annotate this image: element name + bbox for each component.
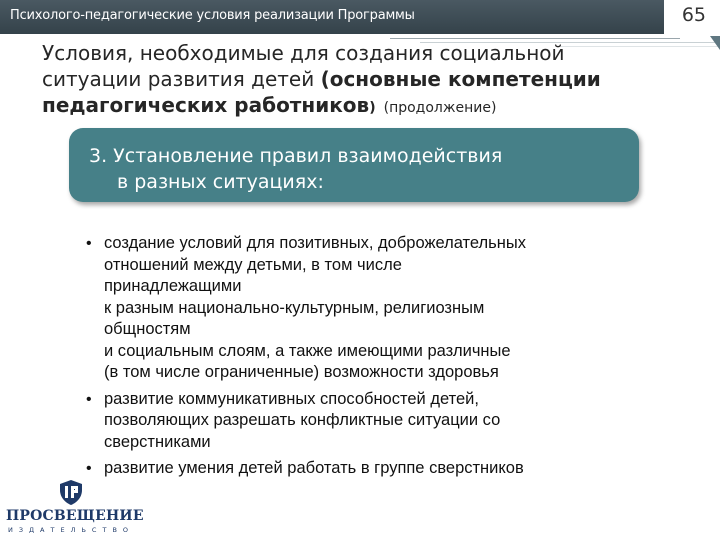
heading-line-3-bold: педагогических работников	[42, 93, 370, 117]
list-item-line: принадлежащими	[104, 277, 242, 295]
slide-heading	[42, 40, 692, 121]
logo-name: ПРОСВЕЩЕНИЕ	[6, 508, 144, 524]
list-item-line: позволяющих разрешать конфликтные ситуации со	[104, 411, 501, 429]
list-item-line: (в том числе ограниченные) возможности здоровья	[104, 363, 499, 381]
bullet-icon: •	[86, 390, 92, 408]
list-item-line: сверстниками	[104, 432, 211, 451]
corner-triangle-icon	[710, 36, 720, 50]
decorative-rule	[390, 38, 680, 39]
list-item-line: общностям	[104, 320, 191, 338]
heading-line-3	[42, 92, 692, 121]
section-title-box	[69, 128, 639, 202]
section-title-line-2: в разных ситуациях:	[117, 171, 324, 193]
heading-line-2-text: ситуации развития детей	[42, 67, 321, 91]
heading-continuation: (продолжение)	[383, 100, 497, 116]
logo-subtitle: ИЗДАТЕЛЬСТВО	[7, 526, 135, 534]
list-item-line: отношений между детьми, в том числе	[104, 255, 402, 274]
heading-line-2	[42, 66, 692, 92]
heading-line-2-bold: (основные компетенции	[320, 67, 601, 91]
list-item	[86, 389, 646, 454]
list-item-line: к разным национально-культурным, религиозным	[104, 298, 485, 317]
list-item	[86, 233, 646, 384]
prosveshchenie-logo-icon	[58, 478, 84, 506]
heading-line-3-paren: )	[369, 100, 376, 116]
section-title-line-1: 3. Установление правил взаимодействия	[89, 145, 503, 167]
header-bar	[0, 0, 664, 34]
list-item-line: развитие коммуникативных способностей детей,	[104, 389, 479, 408]
header-title: Психолого-педагогические условия реализации Программы	[10, 8, 415, 23]
page-number: 65	[681, 4, 706, 26]
heading-line-1: Условия, необходимые для создания социальной	[42, 41, 565, 65]
bullet-icon: •	[86, 460, 92, 477]
list-item-line: создание условий для позитивных, доброжелательных	[104, 234, 526, 252]
list-item-line: и социальным слоям, а также имеющими различные	[104, 341, 511, 360]
list-item	[86, 458, 646, 480]
list-item-line: развитие умения детей работать в группе сверстников	[104, 459, 524, 477]
bullet-icon: •	[86, 235, 92, 252]
publisher-logo	[6, 478, 144, 536]
bullet-list	[86, 233, 646, 485]
